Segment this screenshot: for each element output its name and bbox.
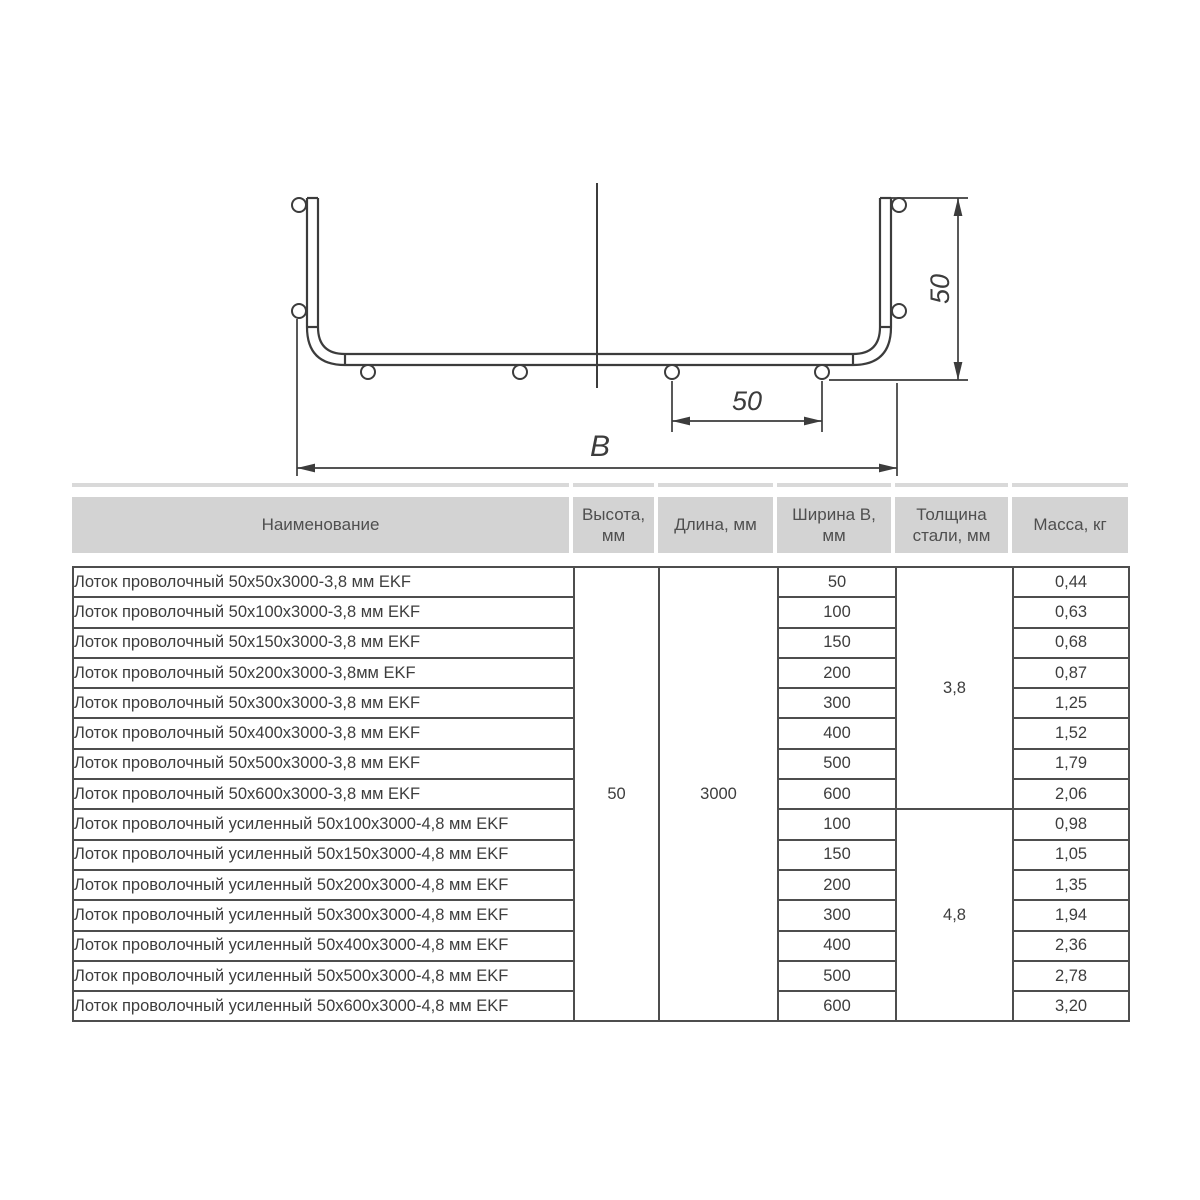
cell-mass-value: 1,25 xyxy=(1013,688,1129,718)
pitch-dimension-label: 50 xyxy=(731,386,763,416)
cell-width-value: 150 xyxy=(778,840,896,870)
cell-product-name: Лоток проволочный усиленный 50х100х3000-4,8 мм EKF xyxy=(73,809,574,839)
cell-mass-value: 1,35 xyxy=(1013,870,1129,900)
cell-product-name: Лоток проволочный 50х50х3000-3,8 мм EKF xyxy=(73,567,574,597)
table-row xyxy=(73,567,1129,597)
cell-mass-value: 0,98 xyxy=(1013,809,1129,839)
cell-product-name: Лоток проволочный усиленный 50х400х3000-4,8 мм EKF xyxy=(73,931,574,961)
cell-width-value: 400 xyxy=(778,718,896,748)
cell-mass-value: 1,79 xyxy=(1013,749,1129,779)
cell-width-value: 400 xyxy=(778,931,896,961)
spec-table xyxy=(72,566,1130,1022)
cell-mass-value: 0,44 xyxy=(1013,567,1129,597)
cell-product-name: Лоток проволочный усиленный 50х200х3000-4,8 мм EKF xyxy=(73,870,574,900)
table-header-row xyxy=(72,497,1128,553)
cell-width-value: 600 xyxy=(778,991,896,1021)
col-header-length: Длина, мм xyxy=(658,497,777,553)
cell-product-name: Лоток проволочный 50х150х3000-3,8 мм EKF xyxy=(73,628,574,658)
cell-mass-value: 1,52 xyxy=(1013,718,1129,748)
cell-width-value: 200 xyxy=(778,870,896,900)
cell-height-value: 50 xyxy=(574,567,659,1021)
cell-width-value: 500 xyxy=(778,961,896,991)
col-header-thickness: Толщина стали, мм xyxy=(895,497,1012,553)
cell-mass-value: 1,05 xyxy=(1013,840,1129,870)
cell-product-name: Лоток проволочный усиленный 50х300х3000-4,8 мм EKF xyxy=(73,900,574,930)
cell-product-name: Лоток проволочный 50х400х3000-3,8 мм EKF xyxy=(73,718,574,748)
spec-table-body xyxy=(73,567,1129,1021)
col-header-name: Наименование xyxy=(72,497,573,553)
cell-product-name: Лоток проволочный 50х200х3000-3,8мм EKF xyxy=(73,658,574,688)
cell-product-name: Лоток проволочный усиленный 50х150х3000-4,8 мм EKF xyxy=(73,840,574,870)
spec-table-area xyxy=(72,483,1128,1022)
tray-outline xyxy=(307,198,891,365)
cell-product-name: Лоток проволочный усиленный 50х500х3000-4,8 мм EKF xyxy=(73,961,574,991)
cell-width-value: 100 xyxy=(778,809,896,839)
cell-width-value: 50 xyxy=(778,567,896,597)
cell-mass-value: 2,06 xyxy=(1013,779,1129,809)
tray-cross-section-drawing xyxy=(0,0,1200,500)
cell-mass-value: 0,68 xyxy=(1013,628,1129,658)
cell-mass-value: 1,94 xyxy=(1013,900,1129,930)
wire-cross-sections xyxy=(292,198,906,379)
cell-width-value: 100 xyxy=(778,597,896,627)
cell-width-value: 500 xyxy=(778,749,896,779)
cell-mass-value: 2,78 xyxy=(1013,961,1129,991)
cell-mass-value: 3,20 xyxy=(1013,991,1129,1021)
cell-product-name: Лоток проволочный 50х500х3000-3,8 мм EKF xyxy=(73,749,574,779)
height-dimension-label: 50 xyxy=(925,273,955,305)
col-header-height: Высота, мм xyxy=(573,497,658,553)
cell-thickness-value: 3,8 xyxy=(896,567,1013,809)
cell-thickness-value: 4,8 xyxy=(896,809,1013,1021)
cell-mass-value: 2,36 xyxy=(1013,931,1129,961)
cell-width-value: 200 xyxy=(778,658,896,688)
table-top-rule xyxy=(72,483,1128,487)
width-dimension-label: B xyxy=(589,430,611,463)
cell-mass-value: 0,87 xyxy=(1013,658,1129,688)
cell-product-name: Лоток проволочный 50х300х3000-3,8 мм EKF xyxy=(73,688,574,718)
col-header-width: Ширина В, мм xyxy=(777,497,895,553)
cell-product-name: Лоток проволочный усиленный 50х600х3000-4,8 мм EKF xyxy=(73,991,574,1021)
cell-product-name: Лоток проволочный 50х100х3000-3,8 мм EKF xyxy=(73,597,574,627)
cell-width-value: 150 xyxy=(778,628,896,658)
cell-width-value: 300 xyxy=(778,688,896,718)
cell-product-name: Лоток проволочный 50х600х3000-3,8 мм EKF xyxy=(73,779,574,809)
cell-mass-value: 0,63 xyxy=(1013,597,1129,627)
cell-length-value: 3000 xyxy=(659,567,778,1021)
col-header-mass: Масса, кг xyxy=(1012,497,1128,553)
cell-width-value: 600 xyxy=(778,779,896,809)
cell-width-value: 300 xyxy=(778,900,896,930)
